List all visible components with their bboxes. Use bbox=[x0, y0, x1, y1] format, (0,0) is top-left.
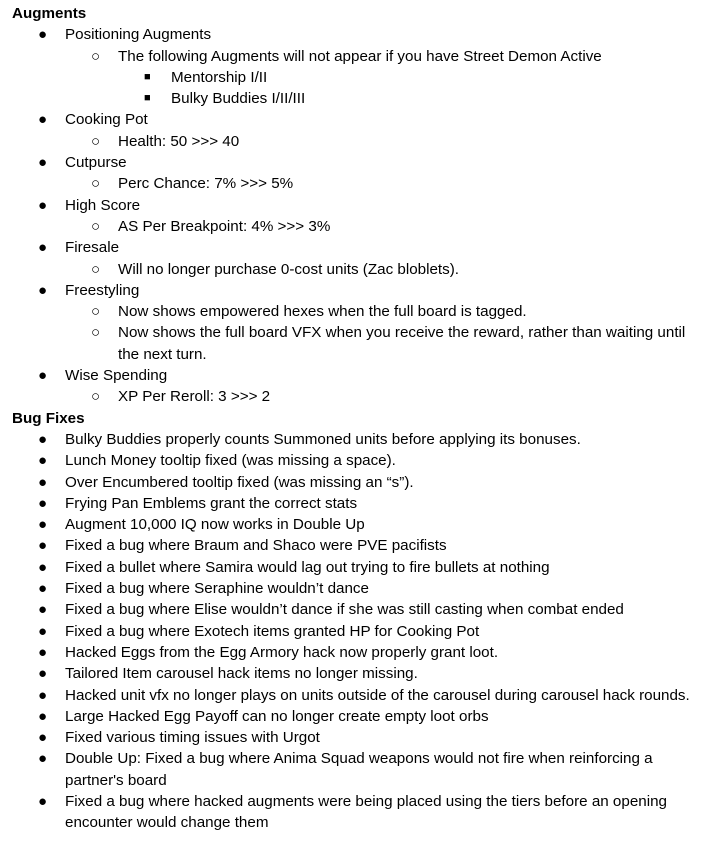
list-item bbox=[65, 216, 696, 237]
list-item bbox=[12, 280, 696, 365]
augment-detail: XP Per Reroll: 3 >>> 2 bbox=[118, 388, 271, 406]
circle-bullet-icon: ○ bbox=[91, 324, 101, 342]
list-item bbox=[65, 386, 696, 407]
section-heading-augments: Augments bbox=[12, 5, 87, 22]
augment-detail: Now shows empowered hexes when the full board is tagged. bbox=[118, 303, 527, 321]
bullet-icon: ● bbox=[38, 643, 48, 661]
list-item bbox=[12, 24, 696, 109]
bullet-icon: ● bbox=[38, 516, 48, 534]
augment-detail: Will no longer purchase 0-cost units (Zac bloblets). bbox=[118, 260, 460, 278]
list-item bbox=[12, 578, 696, 599]
bullet-icon: ● bbox=[38, 239, 48, 257]
circle-bullet-icon: ○ bbox=[91, 217, 101, 235]
list-item bbox=[12, 557, 696, 578]
list-item bbox=[12, 535, 696, 556]
list-item bbox=[12, 237, 696, 280]
list-item bbox=[12, 791, 696, 834]
list-item bbox=[12, 152, 696, 195]
list-item bbox=[12, 514, 696, 535]
bug-fixes-list bbox=[12, 429, 696, 834]
bullet-icon: ● bbox=[38, 558, 48, 576]
bullet-icon: ● bbox=[38, 729, 48, 747]
augment-detail: AS Per Breakpoint: 4% >>> 3% bbox=[118, 217, 331, 235]
list-item bbox=[12, 429, 696, 450]
list-item bbox=[12, 195, 696, 238]
augment-detail: Mentorship I/II bbox=[171, 68, 268, 86]
list-item bbox=[12, 109, 696, 152]
bug-fix-text: Bulky Buddies properly counts Summoned units before applying its bonuses. bbox=[65, 430, 581, 448]
bullet-icon: ● bbox=[38, 26, 48, 44]
bug-fix-text: Over Encumbered tooltip fixed (was missing an “s”). bbox=[65, 473, 414, 491]
list-item bbox=[65, 301, 696, 322]
list-item bbox=[12, 621, 696, 642]
bullet-icon: ● bbox=[38, 367, 48, 385]
augment-detail: Now shows the full board VFX when you receive the reward, rather than waiting until the next turn. bbox=[118, 324, 686, 363]
list-item bbox=[12, 685, 696, 706]
circle-bullet-icon: ○ bbox=[91, 388, 101, 406]
bug-fix-text: Augment 10,000 IQ now works in Double Up bbox=[65, 516, 365, 534]
circle-bullet-icon: ○ bbox=[91, 303, 101, 321]
list-item bbox=[12, 450, 696, 471]
circle-bullet-icon: ○ bbox=[91, 260, 101, 278]
bug-fix-text: Tailored Item carousel hack items no longer missing. bbox=[65, 665, 418, 683]
augment-name: High Score bbox=[65, 196, 141, 214]
bullet-icon: ● bbox=[38, 452, 48, 470]
list-item bbox=[12, 365, 696, 408]
bug-fix-text: Fixed a bullet where Samira would lag out trying to fire bullets at nothing bbox=[65, 558, 550, 576]
square-bullet-icon: ■ bbox=[144, 92, 151, 105]
list-item bbox=[65, 46, 696, 110]
circle-bullet-icon: ○ bbox=[91, 132, 101, 150]
list-item bbox=[12, 727, 696, 748]
augment-detail: Bulky Buddies I/II/III bbox=[171, 90, 306, 108]
bug-fix-text: Fixed a bug where Braum and Shaco were PVE pacifists bbox=[65, 537, 447, 555]
bug-fix-text: Fixed a bug where Seraphine wouldn’t dance bbox=[65, 580, 369, 598]
bullet-icon: ● bbox=[38, 750, 48, 768]
list-item bbox=[118, 88, 696, 109]
square-bullet-icon: ■ bbox=[144, 70, 151, 83]
bullet-icon: ● bbox=[38, 473, 48, 491]
list-item bbox=[65, 173, 696, 194]
list-item bbox=[12, 642, 696, 663]
list-item bbox=[12, 663, 696, 684]
bullet-icon: ● bbox=[38, 665, 48, 683]
bullet-icon: ● bbox=[38, 622, 48, 640]
circle-bullet-icon: ○ bbox=[91, 47, 101, 65]
bullet-icon: ● bbox=[38, 580, 48, 598]
bug-fix-text: Fixed a bug where hacked augments were being placed using the tiers before an opening encounter would change them bbox=[65, 792, 667, 832]
circle-bullet-icon: ○ bbox=[91, 175, 101, 193]
augment-name: Freestyling bbox=[65, 281, 140, 299]
bug-fix-text: Frying Pan Emblems grant the correct stats bbox=[65, 494, 358, 512]
bullet-icon: ● bbox=[38, 281, 48, 299]
bullet-icon: ● bbox=[38, 707, 48, 725]
augment-name: Cooking Pot bbox=[65, 111, 148, 129]
list-item bbox=[65, 131, 696, 152]
list-item bbox=[12, 748, 696, 791]
bug-fix-text: Lunch Money tooltip fixed (was missing a space). bbox=[65, 452, 396, 470]
list-item bbox=[12, 599, 696, 620]
augment-name: Wise Spending bbox=[65, 367, 168, 385]
augment-detail: Perc Chance: 7% >>> 5% bbox=[118, 175, 294, 193]
bullet-icon: ● bbox=[38, 792, 48, 810]
list-item bbox=[12, 706, 696, 727]
section-heading-bug-fixes: Bug Fixes bbox=[12, 409, 85, 427]
bug-fix-text: Hacked Eggs from the Egg Armory hack now properly grant loot. bbox=[65, 643, 499, 661]
bug-fix-text: Large Hacked Egg Payoff can no longer create empty loot orbs bbox=[65, 707, 489, 725]
augment-name: Firesale bbox=[65, 239, 120, 257]
bullet-icon: ● bbox=[38, 154, 48, 172]
bullet-icon: ● bbox=[38, 111, 48, 129]
list-item bbox=[65, 259, 696, 280]
bug-fix-text: Double Up: Fixed a bug where Anima Squad weapons would not fire when reinforcing a partner's board bbox=[65, 750, 653, 789]
augment-detail: Health: 50 >>> 40 bbox=[118, 132, 240, 150]
bug-fix-text: Fixed various timing issues with Urgot bbox=[65, 729, 320, 747]
augment-name: Positioning Augments bbox=[65, 26, 212, 44]
list-item bbox=[65, 322, 696, 365]
bullet-icon: ● bbox=[38, 537, 48, 555]
list-item bbox=[12, 493, 696, 514]
bug-fix-text: Fixed a bug where Elise wouldn’t dance if she was still casting when combat ended bbox=[65, 601, 624, 619]
augment-detail: The following Augments will not appear if you have Street Demon Active bbox=[118, 47, 602, 65]
bug-fix-text: Hacked unit vfx no longer plays on units outside of the carousel during carousel hack rounds. bbox=[65, 686, 690, 704]
bullet-icon: ● bbox=[38, 494, 48, 512]
bullet-icon: ● bbox=[38, 601, 48, 619]
list-item bbox=[12, 472, 696, 493]
augment-name: Cutpurse bbox=[65, 154, 127, 172]
bullet-icon: ● bbox=[38, 196, 48, 214]
bug-fix-text: Fixed a bug where Exotech items granted HP for Cooking Pot bbox=[65, 622, 480, 640]
augments-list bbox=[12, 24, 696, 407]
bullet-icon: ● bbox=[38, 686, 48, 704]
bullet-icon: ● bbox=[38, 430, 48, 448]
list-item bbox=[118, 67, 696, 88]
